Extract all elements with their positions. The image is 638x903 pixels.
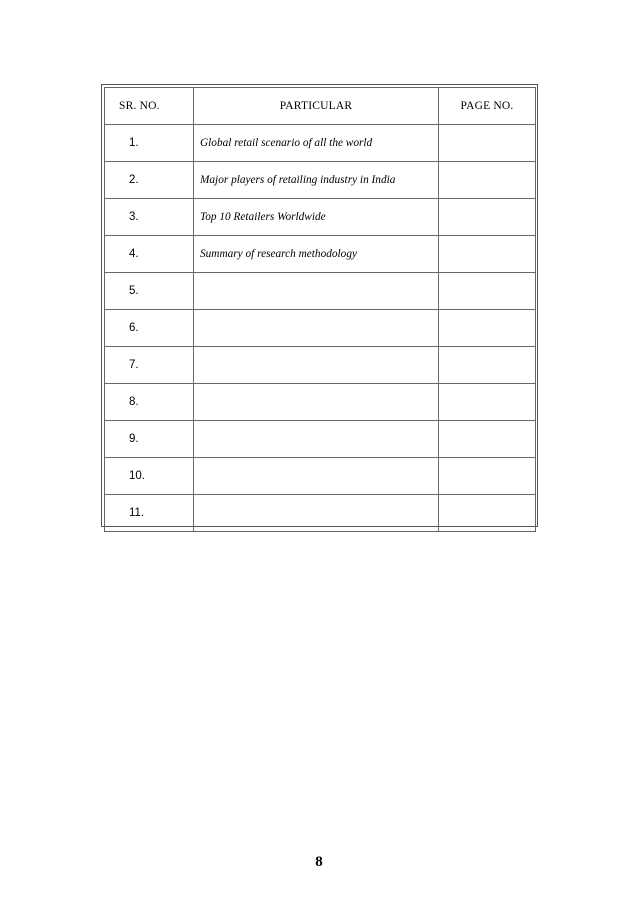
table-row	[105, 458, 536, 495]
cell-sr-no: 6.	[105, 310, 194, 347]
cell-page-no	[439, 125, 536, 162]
header-page-no: PAGE NO.	[439, 88, 536, 125]
cell-sr-no: 2.	[105, 162, 194, 199]
cell-sr-no: 3.	[105, 199, 194, 236]
cell-particular	[194, 384, 439, 421]
table-row	[105, 199, 536, 236]
cell-particular: Top 10 Retailers Worldwide	[194, 199, 439, 236]
table-row	[105, 236, 536, 273]
cell-page-no	[439, 495, 536, 532]
cell-sr-no: 5.	[105, 273, 194, 310]
cell-page-no	[439, 347, 536, 384]
cell-sr-no: 8.	[105, 384, 194, 421]
cell-page-no	[439, 458, 536, 495]
table-header-row	[105, 88, 536, 125]
cell-particular	[194, 347, 439, 384]
contents-table	[104, 87, 536, 532]
cell-sr-no: 4.	[105, 236, 194, 273]
table-row	[105, 125, 536, 162]
cell-particular	[194, 458, 439, 495]
cell-particular	[194, 310, 439, 347]
cell-sr-no: 11.	[105, 495, 194, 532]
cell-page-no	[439, 162, 536, 199]
table-row	[105, 273, 536, 310]
cell-particular: Global retail scenario of all the world	[194, 125, 439, 162]
cell-particular: Summary of research methodology	[194, 236, 439, 273]
cell-sr-no: 7.	[105, 347, 194, 384]
table-row	[105, 347, 536, 384]
cell-page-no	[439, 384, 536, 421]
cell-page-no	[439, 310, 536, 347]
cell-sr-no: 9.	[105, 421, 194, 458]
table-row	[105, 384, 536, 421]
cell-page-no	[439, 199, 536, 236]
cell-particular	[194, 495, 439, 532]
page-number: 8	[315, 854, 323, 870]
cell-sr-no: 10.	[105, 458, 194, 495]
table-row	[105, 162, 536, 199]
cell-particular	[194, 421, 439, 458]
table-row	[105, 495, 536, 532]
header-sr-no: SR. NO.	[105, 88, 194, 125]
cell-particular	[194, 273, 439, 310]
table-row	[105, 310, 536, 347]
cell-sr-no: 1.	[105, 125, 194, 162]
cell-page-no	[439, 236, 536, 273]
table-row	[105, 421, 536, 458]
cell-page-no	[439, 273, 536, 310]
cell-particular: Major players of retailing industry in India	[194, 162, 439, 199]
cell-page-no	[439, 421, 536, 458]
header-particular: PARTICULAR	[194, 88, 439, 125]
list-of-tables	[101, 84, 538, 527]
